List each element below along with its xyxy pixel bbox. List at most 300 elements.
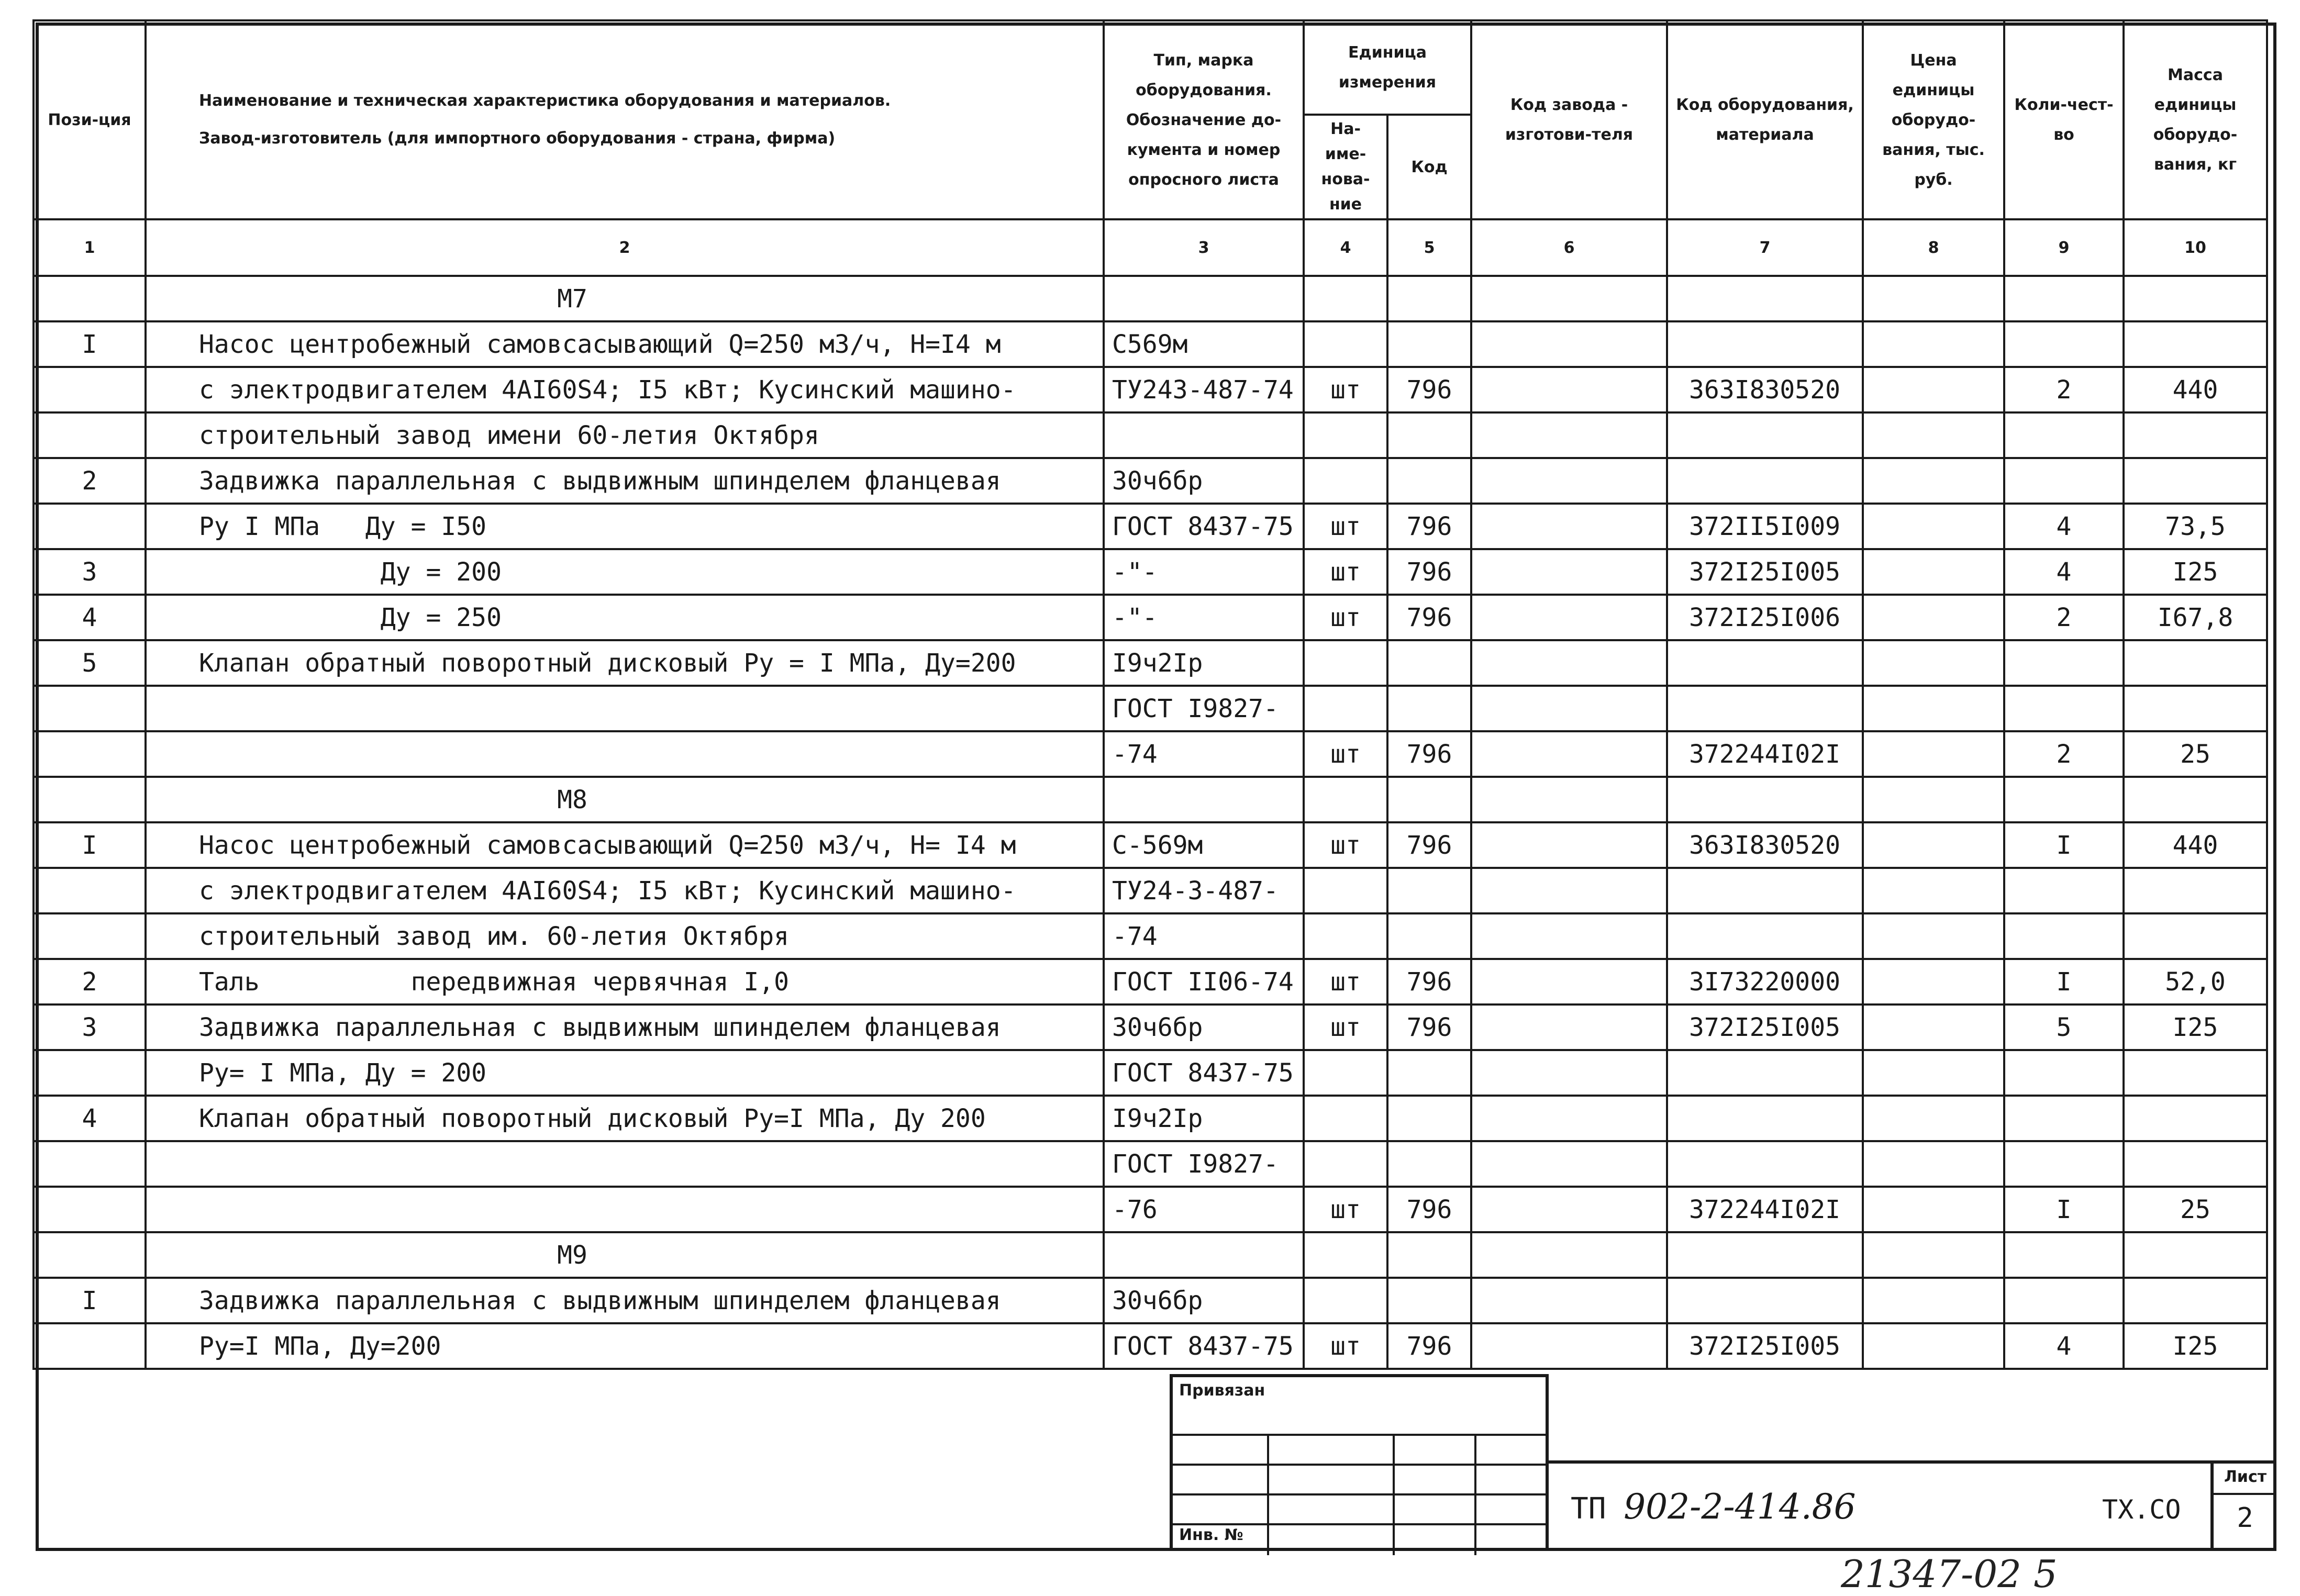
cell-mass: I25	[2124, 549, 2267, 595]
cell-equipment-code	[1667, 868, 1863, 913]
cell-quantity	[2004, 686, 2124, 731]
cell-type: -74	[1104, 913, 1304, 959]
cell-name: Ру=I МПа, Ду=200	[146, 1323, 1104, 1369]
cell-unit-code: 796	[1387, 731, 1471, 777]
header-name	[146, 20, 1104, 219]
table-row	[34, 412, 2267, 458]
table-row	[34, 458, 2267, 504]
cell-unit-name: шт	[1304, 1323, 1387, 1369]
column-number: 2	[146, 219, 1104, 276]
stamp-divider	[1173, 1434, 1546, 1436]
cell-price	[1863, 731, 2004, 777]
cell-unit-name: шт	[1304, 959, 1387, 1005]
cell-name: Клапан обратный поворотный дисковый Ру=I МПа, Ду 200	[146, 1096, 1104, 1141]
cell-type	[1104, 276, 1304, 321]
cell-mass	[2124, 1278, 2267, 1323]
cell-mass	[2124, 1141, 2267, 1187]
cell-name: с электродвигателем 4АI60S4; I5 кВт; Кусинский машино-	[146, 868, 1104, 913]
cell-name: Задвижка параллельная с выдвижным шпинделем фланцевая	[146, 1278, 1104, 1323]
table-body	[34, 276, 2267, 1369]
cell-unit-code	[1387, 1278, 1471, 1323]
cell-quantity: I	[2004, 822, 2124, 868]
cell-quantity: I	[2004, 959, 2124, 1005]
cell-maker-code	[1471, 504, 1667, 549]
cell-price	[1863, 1323, 2004, 1369]
cell-quantity	[2004, 321, 2124, 367]
cell-maker-code	[1471, 640, 1667, 686]
column-number: 8	[1863, 219, 2004, 276]
cell-unit-name	[1304, 868, 1387, 913]
cell-maker-code	[1471, 731, 1667, 777]
cell-mass	[2124, 868, 2267, 913]
table-row	[34, 777, 2267, 822]
cell-position: 5	[34, 640, 146, 686]
header-price: Цена единицы оборудо-вания, тыс. руб.	[1863, 20, 2004, 219]
cell-maker-code	[1471, 1141, 1667, 1187]
table-row	[34, 913, 2267, 959]
cell-position	[34, 868, 146, 913]
inventory-label: Инв. №	[1179, 1526, 1243, 1544]
cell-type: 30ч6бр	[1104, 1278, 1304, 1323]
cell-position	[34, 504, 146, 549]
cell-maker-code	[1471, 276, 1667, 321]
cell-mass: I25	[2124, 1005, 2267, 1050]
document-code	[1571, 1487, 1856, 1527]
cell-name: Ду = 200	[146, 549, 1104, 595]
cell-maker-code	[1471, 1005, 1667, 1050]
table-row	[34, 959, 2267, 1005]
cell-type: ГОСТ 8437-75	[1104, 1323, 1304, 1369]
table-row	[34, 868, 2267, 913]
cell-equipment-code	[1667, 1278, 1863, 1323]
cell-quantity	[2004, 913, 2124, 959]
cell-quantity	[2004, 458, 2124, 504]
cell-unit-name	[1304, 1232, 1387, 1278]
table-row	[34, 1323, 2267, 1369]
cell-unit-name	[1304, 1278, 1387, 1323]
header-equipment-code: Код оборудования, материала	[1667, 20, 1863, 219]
cell-mass: I67,8	[2124, 595, 2267, 640]
cell-maker-code	[1471, 959, 1667, 1005]
cell-price	[1863, 412, 2004, 458]
cell-type: -76	[1104, 1187, 1304, 1232]
cell-unit-name	[1304, 458, 1387, 504]
cell-unit-name	[1304, 1050, 1387, 1096]
cell-unit-name: шт	[1304, 595, 1387, 640]
cell-maker-code	[1471, 321, 1667, 367]
cell-unit-name	[1304, 686, 1387, 731]
cell-type: ТУ243-487-74	[1104, 367, 1304, 412]
cell-name	[146, 731, 1104, 777]
cell-name: Ру= I МПа, Ду = 200	[146, 1050, 1104, 1096]
cell-equipment-code	[1667, 412, 1863, 458]
cell-price	[1863, 1096, 2004, 1141]
cell-name: Ру I МПа Ду = I50	[146, 504, 1104, 549]
cell-unit-code: 796	[1387, 504, 1471, 549]
cell-equipment-code: 372244I02I	[1667, 731, 1863, 777]
cell-maker-code	[1471, 1323, 1667, 1369]
cell-equipment-code	[1667, 777, 1863, 822]
cell-mass	[2124, 1096, 2267, 1141]
column-number: 7	[1667, 219, 1863, 276]
header-quantity: Коли-чест-во	[2004, 20, 2124, 219]
cell-type: -"-	[1104, 549, 1304, 595]
cell-name: с электродвигателем 4АI60S4; I5 кВт; Кусинский машино-	[146, 367, 1104, 412]
cell-mass	[2124, 458, 2267, 504]
cell-type: -74	[1104, 731, 1304, 777]
cell-maker-code	[1471, 412, 1667, 458]
cell-price	[1863, 959, 2004, 1005]
cell-position: I	[34, 1278, 146, 1323]
cell-price	[1863, 913, 2004, 959]
cell-price	[1863, 686, 2004, 731]
cell-unit-name: шт	[1304, 1187, 1387, 1232]
cell-quantity: 4	[2004, 1323, 2124, 1369]
cell-position	[34, 276, 146, 321]
cell-equipment-code: 372I25I005	[1667, 549, 1863, 595]
cell-equipment-code	[1667, 458, 1863, 504]
cell-unit-name	[1304, 913, 1387, 959]
cell-unit-code: 796	[1387, 1005, 1471, 1050]
cell-type: ТУ24-3-487-	[1104, 868, 1304, 913]
table-row	[34, 1050, 2267, 1096]
cell-equipment-code: 372I25I005	[1667, 1005, 1863, 1050]
cell-unit-code	[1387, 686, 1471, 731]
cell-equipment-code	[1667, 321, 1863, 367]
column-number: 1	[34, 219, 146, 276]
cell-type: ГОСТ II06-74	[1104, 959, 1304, 1005]
stamp-divider	[1173, 1464, 1546, 1466]
cell-maker-code	[1471, 686, 1667, 731]
table-row	[34, 1278, 2267, 1323]
cell-unit-code	[1387, 1050, 1471, 1096]
header-name-line1: Наименование и техническая характеристика оборудования и материалов.	[199, 92, 891, 110]
cell-unit-name: шт	[1304, 367, 1387, 412]
cell-maker-code	[1471, 367, 1667, 412]
cell-position	[34, 777, 146, 822]
cell-unit-code: 796	[1387, 1323, 1471, 1369]
cell-name	[146, 686, 1104, 731]
cell-unit-code	[1387, 321, 1471, 367]
cell-maker-code	[1471, 777, 1667, 822]
stamp-divider	[1474, 1434, 1476, 1555]
cell-type: I9ч2Iр	[1104, 640, 1304, 686]
cell-position: I	[34, 321, 146, 367]
cell-name: Насос центробежный самовсасывающий Q=250 м3/ч, H=I4 м	[146, 321, 1104, 367]
cell-quantity: 5	[2004, 1005, 2124, 1050]
cell-equipment-code: 372I25I006	[1667, 595, 1863, 640]
table-row	[34, 1141, 2267, 1187]
cell-price	[1863, 549, 2004, 595]
cell-type: 30ч6бр	[1104, 1005, 1304, 1050]
cell-price	[1863, 276, 2004, 321]
cell-equipment-code: 363I830520	[1667, 367, 1863, 412]
cell-quantity	[2004, 1096, 2124, 1141]
cell-unit-code	[1387, 913, 1471, 959]
cell-maker-code	[1471, 458, 1667, 504]
cell-equipment-code: 372II5I009	[1667, 504, 1863, 549]
cell-maker-code	[1471, 1232, 1667, 1278]
cell-mass: 73,5	[2124, 504, 2267, 549]
cell-name: Насос центробежный самовсасывающий Q=250 м3/ч, H= I4 м	[146, 822, 1104, 868]
cell-position: 4	[34, 1096, 146, 1141]
cell-price	[1863, 367, 2004, 412]
cell-quantity	[2004, 640, 2124, 686]
cell-type: ГОСТ I9827-	[1104, 1141, 1304, 1187]
cell-equipment-code: 372I25I005	[1667, 1323, 1863, 1369]
cell-position: 2	[34, 959, 146, 1005]
cell-equipment-code	[1667, 1141, 1863, 1187]
cell-price	[1863, 595, 2004, 640]
cell-unit-name	[1304, 321, 1387, 367]
cell-name	[146, 1187, 1104, 1232]
inventory-number: 21347-02 5	[1841, 1552, 2058, 1596]
cell-price	[1863, 868, 2004, 913]
cell-position	[34, 1141, 146, 1187]
cell-quantity: 2	[2004, 367, 2124, 412]
cell-unit-code	[1387, 1232, 1471, 1278]
cell-unit-code: 796	[1387, 549, 1471, 595]
table-row	[34, 549, 2267, 595]
cell-unit-code	[1387, 1141, 1471, 1187]
cell-price	[1863, 1278, 2004, 1323]
cell-equipment-code: 372244I02I	[1667, 1187, 1863, 1232]
cell-unit-name: шт	[1304, 822, 1387, 868]
cell-price	[1863, 777, 2004, 822]
table-row	[34, 504, 2267, 549]
cell-maker-code	[1471, 913, 1667, 959]
cell-position	[34, 913, 146, 959]
header-unit-name: На-име-нова-ние	[1304, 115, 1387, 219]
cell-quantity	[2004, 777, 2124, 822]
cell-quantity: 4	[2004, 504, 2124, 549]
cell-mass	[2124, 913, 2267, 959]
cell-type: С569м	[1104, 321, 1304, 367]
header-position: Пози-ция	[34, 20, 146, 219]
cell-maker-code	[1471, 822, 1667, 868]
cell-position: 4	[34, 595, 146, 640]
cell-unit-code	[1387, 777, 1471, 822]
cell-maker-code	[1471, 1278, 1667, 1323]
cell-quantity: 2	[2004, 731, 2124, 777]
cell-type	[1104, 412, 1304, 458]
table-row	[34, 367, 2267, 412]
cell-price	[1863, 1050, 2004, 1096]
cell-maker-code	[1471, 595, 1667, 640]
header-maker-code: Код завода - изготови-теля	[1471, 20, 1667, 219]
cell-name: строительный завод имени 60-летия Октября	[146, 412, 1104, 458]
cell-price	[1863, 1187, 2004, 1232]
table-row	[34, 1232, 2267, 1278]
cell-mass	[2124, 640, 2267, 686]
cell-unit-code	[1387, 868, 1471, 913]
cell-name	[146, 1141, 1104, 1187]
cell-mass	[2124, 777, 2267, 822]
cell-type: 30ч6бр	[1104, 458, 1304, 504]
cell-quantity: I	[2004, 1187, 2124, 1232]
table-row	[34, 686, 2267, 731]
cell-price	[1863, 458, 2004, 504]
column-number: 4	[1304, 219, 1387, 276]
cell-type: -"-	[1104, 595, 1304, 640]
cell-equipment-code	[1667, 913, 1863, 959]
cell-name: Задвижка параллельная с выдвижным шпинделем фланцевая	[146, 1005, 1104, 1050]
cell-unit-name: шт	[1304, 504, 1387, 549]
column-numbers-row	[34, 219, 2267, 276]
cell-type: ГОСТ 8437-75	[1104, 1050, 1304, 1096]
cell-unit-name	[1304, 777, 1387, 822]
column-number: 9	[2004, 219, 2124, 276]
cell-unit-name: шт	[1304, 549, 1387, 595]
cell-equipment-code	[1667, 1096, 1863, 1141]
cell-mass: 440	[2124, 822, 2267, 868]
cell-type: ГОСТ 8437-75	[1104, 504, 1304, 549]
sheet-mark: ТХ.СО	[2102, 1494, 2181, 1525]
cell-position	[34, 1323, 146, 1369]
column-number: 6	[1471, 219, 1667, 276]
cell-quantity: 2	[2004, 595, 2124, 640]
cell-position: 2	[34, 458, 146, 504]
cell-position: 3	[34, 1005, 146, 1050]
cell-equipment-code	[1667, 1232, 1863, 1278]
cell-unit-name	[1304, 1096, 1387, 1141]
cell-type: С-569м	[1104, 822, 1304, 868]
cell-mass	[2124, 1232, 2267, 1278]
table-row	[34, 640, 2267, 686]
cell-type	[1104, 777, 1304, 822]
cell-unit-code	[1387, 458, 1471, 504]
cell-mass: 440	[2124, 367, 2267, 412]
cell-unit-code: 796	[1387, 822, 1471, 868]
header-name-line2: Завод-изготовитель (для импортного оборудования - страна, фирма)	[199, 129, 836, 148]
cell-price	[1863, 1141, 2004, 1187]
column-number: 10	[2124, 219, 2267, 276]
cell-mass	[2124, 321, 2267, 367]
cell-type	[1104, 1232, 1304, 1278]
cell-unit-code	[1387, 1096, 1471, 1141]
cell-mass	[2124, 686, 2267, 731]
stamp-divider	[1173, 1493, 1546, 1495]
cell-unit-code: 796	[1387, 959, 1471, 1005]
table-row	[34, 1187, 2267, 1232]
cell-equipment-code	[1667, 686, 1863, 731]
cell-name: Ду = 250	[146, 595, 1104, 640]
cell-unit-name	[1304, 1141, 1387, 1187]
header-mass: Масса единицы оборудо-вания, кг	[2124, 20, 2267, 219]
cell-mass	[2124, 412, 2267, 458]
cell-unit-code: 796	[1387, 367, 1471, 412]
cell-position	[34, 1232, 146, 1278]
table-row	[34, 822, 2267, 868]
cell-maker-code	[1471, 1096, 1667, 1141]
cell-position: 3	[34, 549, 146, 595]
stamp-divider	[1173, 1523, 1546, 1525]
cell-position	[34, 686, 146, 731]
cell-name: Клапан обратный поворотный дисковый Ру = I МПа, Ду=200	[146, 640, 1104, 686]
cell-quantity	[2004, 868, 2124, 913]
cell-quantity	[2004, 1232, 2124, 1278]
column-number: 5	[1387, 219, 1471, 276]
sheet-number: 2	[2237, 1502, 2253, 1534]
cell-mass: I25	[2124, 1323, 2267, 1369]
cell-maker-code	[1471, 1187, 1667, 1232]
cell-maker-code	[1471, 549, 1667, 595]
cell-quantity	[2004, 1050, 2124, 1096]
cell-quantity	[2004, 1141, 2124, 1187]
cell-equipment-code	[1667, 1050, 1863, 1096]
cell-type: ГОСТ I9827-	[1104, 686, 1304, 731]
cell-position	[34, 1050, 146, 1096]
cell-price	[1863, 321, 2004, 367]
attached-label: Привязан	[1179, 1381, 1265, 1400]
cell-mass: 25	[2124, 1187, 2267, 1232]
table-row	[34, 321, 2267, 367]
cell-name: М9	[146, 1232, 1104, 1278]
stamp-divider	[1393, 1434, 1395, 1555]
cell-price	[1863, 504, 2004, 549]
cell-quantity	[2004, 1278, 2124, 1323]
cell-unit-name: шт	[1304, 1005, 1387, 1050]
cell-unit-name	[1304, 412, 1387, 458]
table-header	[34, 20, 2267, 276]
cell-name: М7	[146, 276, 1104, 321]
document-prefix: ТП	[1571, 1492, 1606, 1526]
cell-name: строительный завод им. 60-летия Октября	[146, 913, 1104, 959]
table-row	[34, 595, 2267, 640]
cell-mass: 52,0	[2124, 959, 2267, 1005]
cell-quantity	[2004, 276, 2124, 321]
cell-price	[1863, 822, 2004, 868]
cell-quantity: 4	[2004, 549, 2124, 595]
cell-maker-code	[1471, 868, 1667, 913]
cell-unit-code	[1387, 412, 1471, 458]
sheet-number-box	[2210, 1460, 2276, 1551]
cell-maker-code	[1471, 1050, 1667, 1096]
table-row	[34, 1096, 2267, 1141]
specification-table	[32, 19, 2268, 1370]
table-row	[34, 731, 2267, 777]
cell-unit-code	[1387, 640, 1471, 686]
cell-name: Таль передвижная червячная I,0	[146, 959, 1104, 1005]
cell-equipment-code	[1667, 276, 1863, 321]
header-unit-group: Единица измерения	[1304, 20, 1471, 115]
title-block-border	[1549, 1460, 2276, 1464]
cell-position	[34, 412, 146, 458]
header-type: Тип, марка оборудования. Обозначение до-кумента и номер опросного листа	[1104, 20, 1304, 219]
cell-unit-code: 796	[1387, 1187, 1471, 1232]
cell-price	[1863, 640, 2004, 686]
cell-unit-name	[1304, 640, 1387, 686]
cell-equipment-code: 363I830520	[1667, 822, 1863, 868]
column-number: 3	[1104, 219, 1304, 276]
cell-equipment-code	[1667, 640, 1863, 686]
table-row	[34, 276, 2267, 321]
cell-name: Задвижка параллельная с выдвижным шпинделем фланцевая	[146, 458, 1104, 504]
cell-quantity	[2004, 412, 2124, 458]
cell-mass	[2124, 276, 2267, 321]
header-unit-code: Код	[1387, 115, 1471, 219]
cell-position: I	[34, 822, 146, 868]
cell-equipment-code: 3I73220000	[1667, 959, 1863, 1005]
sheet-box-divider	[2214, 1493, 2276, 1495]
stamp-divider	[1267, 1434, 1269, 1555]
cell-position	[34, 367, 146, 412]
cell-type: I9ч2Iр	[1104, 1096, 1304, 1141]
attachment-stamp	[1170, 1374, 1549, 1551]
cell-position	[34, 731, 146, 777]
cell-price	[1863, 1232, 2004, 1278]
cell-unit-name: шт	[1304, 731, 1387, 777]
